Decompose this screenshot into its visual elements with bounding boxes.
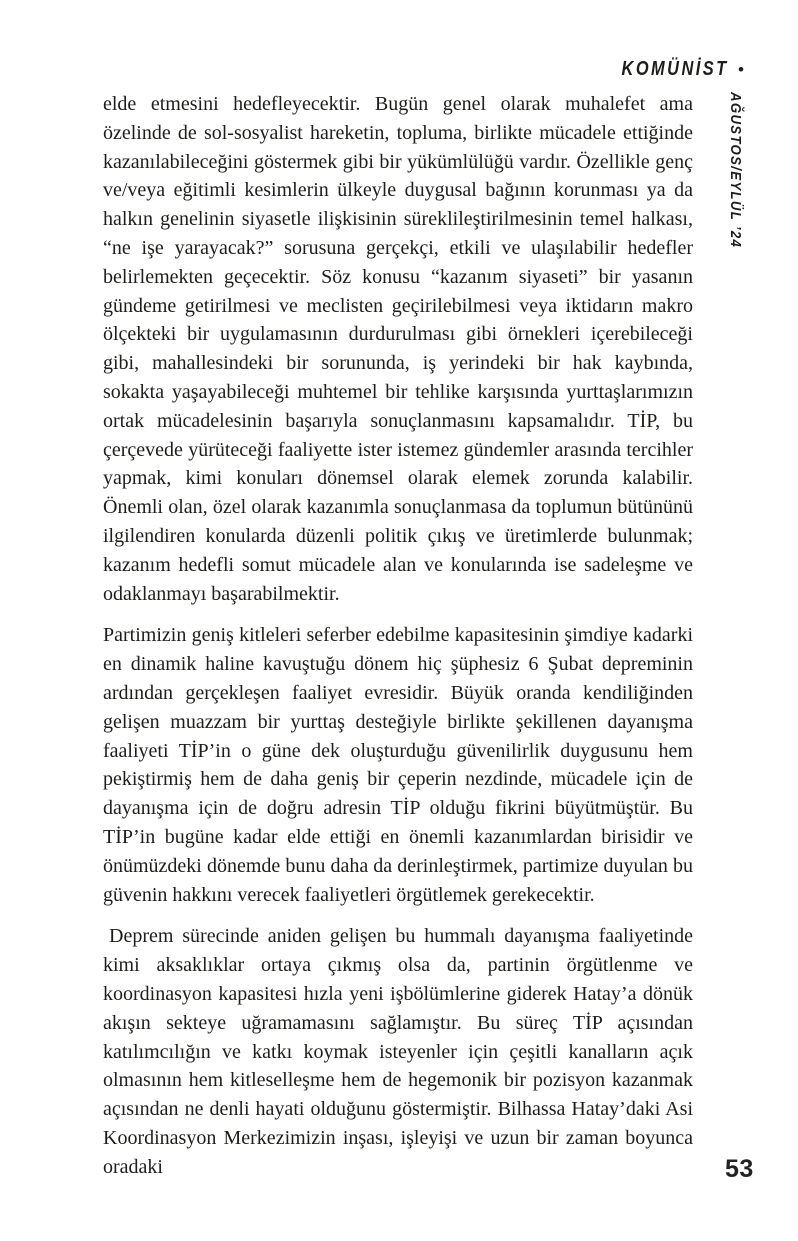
page-number: 53 (725, 1155, 754, 1183)
journal-title: KOMÜNİST (621, 58, 730, 80)
page-header (598, 58, 744, 81)
article-body (103, 90, 693, 1194)
issue-date-label: AĞUSTOS/EYLÜL ’24 (727, 92, 744, 249)
paragraph-3: Deprem sürecinde aniden gelişen bu hummalı dayanışma faaliyetinde kimi aksaklıklar ortaya çıkmış olsa da, partinin örgütlenme ve koordinasyon kapasitesi hızla yeni işbölümlerine giderek Hatay’a dönük akışın sekteye uğramamasını sağlamıştır. Bu süreç TİP açısından katılımcılığın ve katkı koymak isteyenler için çeşitli kanalların açık olmasının hem kitleselleşme hem de hegemonik bir pozisyon kazanmak açısından ne denli hayati olduğunu göstermiştir. Bilhassa Hatay’daki Asi Koordinasyon Merkezimizin inşası, işleyişi ve uzun bir zaman boyunca oradaki (103, 925, 693, 1178)
bullet-icon: • (738, 60, 744, 79)
paragraph-2: Partimizin geniş kitleleri seferber edebilme kapasitesinin şimdiye kadarki en dinamik haline kavuştuğu dönem hiç şüphesiz 6 Şubat depreminin ardından gerçekleşen faaliyet evresidir. Büyük oranda kendiliğinden gelişen muazzam bir yurttaş desteğiyle birlikte şekillenen dayanışma faaliyeti TİP’in o güne dek oluşturduğu güvenilirlik duygusunu hem pekiştirmiş hem de daha geniş bir çeperin nezdinde, mücadele için de dayanışma için de doğru adresin TİP olduğu fikrini büyütmüştür. Bu TİP’in bugüne kadar elde ettiği en önemli kazanımlardan birisidir ve önümüzdeki dönemde bunu daha da derinleştirmek, partimize duyulan bu güvenin hakkını verecek faaliyetleri örgütlemek gerekecektir. (103, 624, 693, 906)
paragraph-1: elde etmesini hedefleyecektir. Bugün genel olarak muhalefet ama özelinde de sol-sosyalist hareketin, topluma, birlikte mücadele ettiğinde kazanılabileceğini göstermek gibi bir yükümlülüğü vardır. Özellikle genç ve/veya eğitimli kesimlerin ülkeyle duygusal bağının korunması ya da halkın genelinin siyasetle ilişkisinin süreklileştirilmesinin temel halkası, “ne işe yarayacak?” sorusuna gerçekçi, etkili ve ulaşılabilir hedefler belirlemekten geçecektir. Söz konusu “kazanım siyaseti” bir yasanın gündeme getirilmesi ve meclisten geçirilebilmesi veya iktidarın makro ölçekteki bir uygulamasının durdurulması gibi örnekleri içerebileceği gibi, mahallesindeki bir sorununda, iş yerindeki bir hak kaybında, sokakta yaşayabileceği muhtemel bir tehlike karşısında yurttaşlarımızın ortak mücadelesinin başarıyla sonuçlanmasını kapsamalıdır. TİP, bu çerçevede yürüteceği faaliyette ister istemez gündemler arasında tercihler yapmak, kimi konuları dönemsel olarak elemek zorunda kalabilir. Önemli olan, özel olarak kazanımla sonuçlanmasa da toplumun bütününü ilgilendiren konularda düzenli politik çıkış ve üretimlerde bulunmak; kazanım hedefli somut mücadele alan ve konularında ise sadeleşme ve odaklanmayı başarabilmektir. (103, 93, 693, 605)
